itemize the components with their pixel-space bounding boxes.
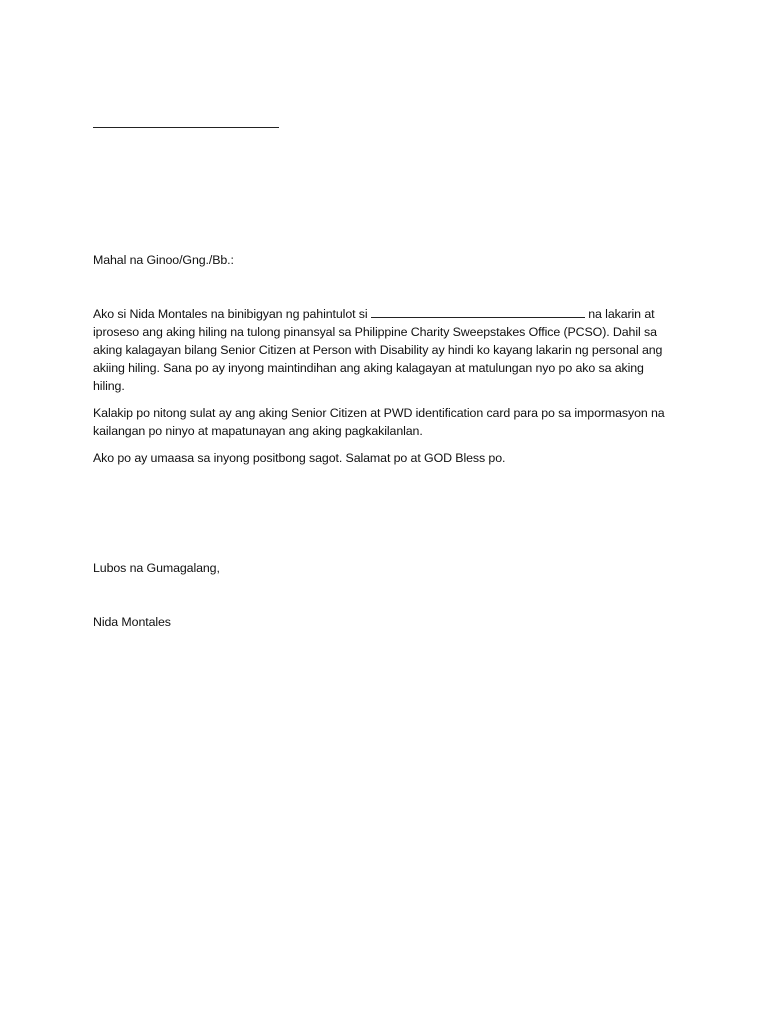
body-paragraph-thanks: Ako po ay umaasa sa inyong positbong sagot. Salamat po at GOD Bless po.: [93, 451, 506, 465]
authorized-person-blank-line: [371, 305, 585, 318]
date-blank-line: [93, 127, 279, 128]
paragraph-text-after-blank: na lakarin at iproseso ang aking hiling na tulong pinansyal sa Philippine Charity Sweepstakes Office (PCSO). Dahil sa aking kalagayan bilang Senior Citizen at Person with Disability ay hindi ko kayang lakarin ng personal ang akiing hiling. Sana po ay inyong maintindihan ang aking kalagayan at matulungan nyo po ako sa aking hiling.: [93, 307, 663, 393]
signature-name: Nida Montales: [93, 615, 171, 629]
paragraph-text-before-blank: Ako si Nida Montales na binibigyan ng pahintulot si: [93, 307, 368, 321]
closing-line: Lubos na Gumagalang,: [93, 561, 220, 575]
body-paragraph-authorization: [93, 305, 673, 395]
body-paragraph-attachment: Kalakip po nitong sulat ay ang aking Senior Citizen at PWD identification card para po sa impormasyon na kailangan po ninyo at mapatunayan ang aking pagkakilanlan.: [93, 406, 665, 438]
salutation: Mahal na Ginoo/Gng./Bb.:: [93, 253, 234, 267]
